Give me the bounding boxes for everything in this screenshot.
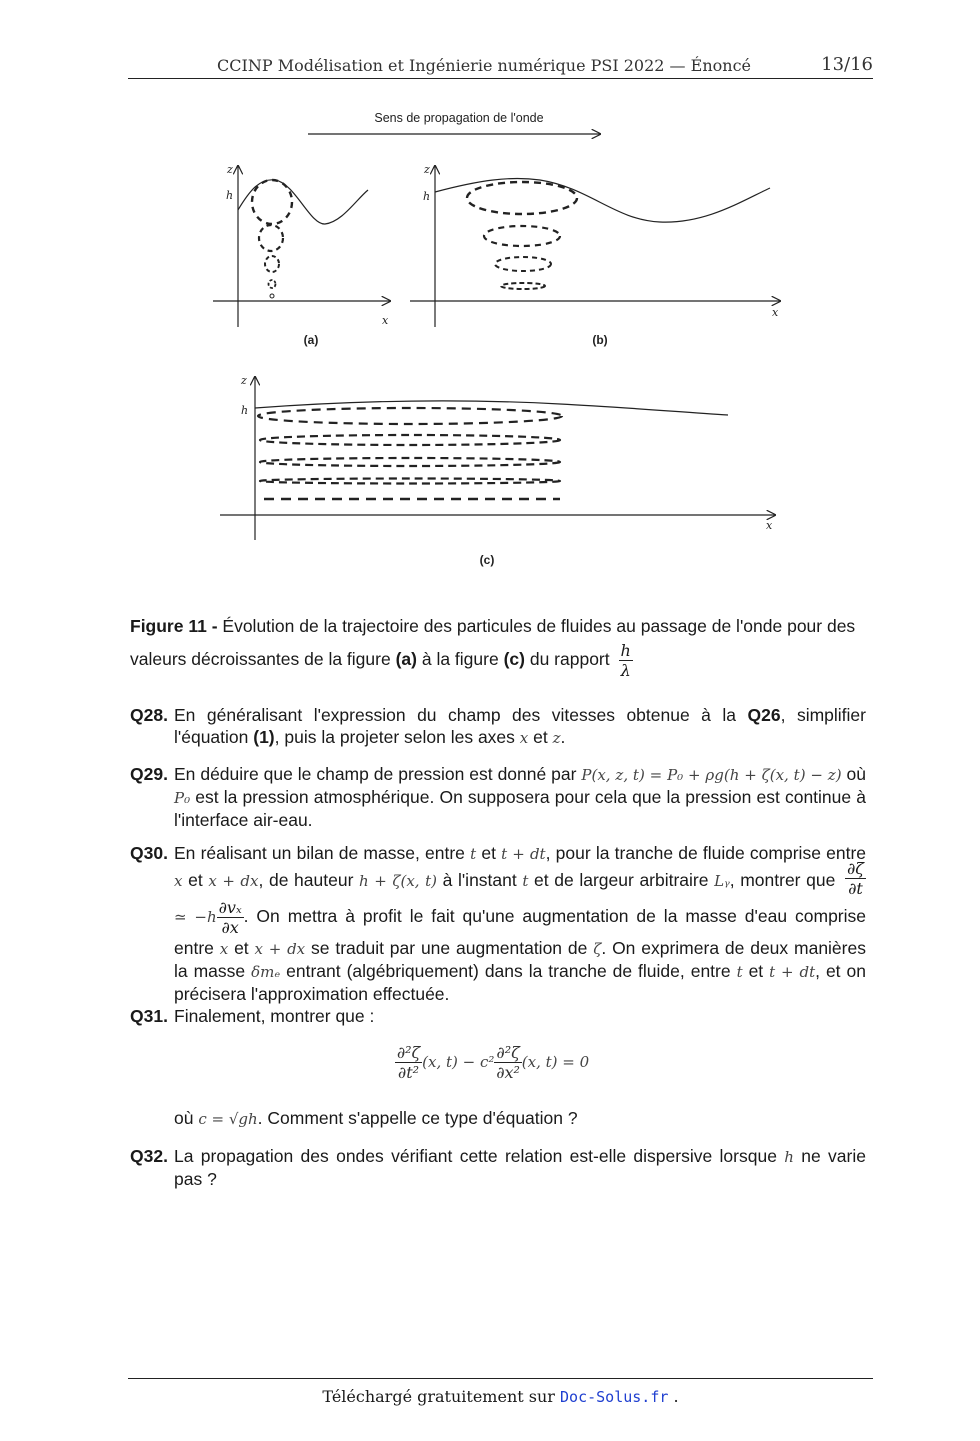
x-label-c: x: [766, 519, 773, 532]
figure-11: [0, 0, 980, 580]
propagation-label: Sens de propagation de l'onde: [374, 111, 544, 125]
x-label-a: x: [382, 314, 389, 327]
caption-label: Figure 11 -: [130, 616, 218, 636]
dvx-dx: $\frac{\text{∂vₓ}}{\partial x}$: [218, 898, 242, 937]
trajectory-c-1: [258, 408, 562, 424]
panel-c: [220, 377, 775, 540]
z-label-c: z: [241, 374, 247, 387]
trajectory-a-4: [269, 280, 276, 288]
x-label-b: x: [772, 306, 779, 319]
figure-caption: Figure 11 - Évolution de la trajectoire des particules de fluides au passage de l'onde pour des valeurs décroissantes de la figure (a) à la figure (c) du rapport $\frac{h}{\lambda}$: [130, 616, 856, 680]
header-title: CCINP Modélisation et Ingénierie numérique PSI 2022 — Énoncé: [217, 56, 751, 75]
question-30: Q30. En réalisant un bilan de masse, entre t et t + dt, pour la tranche de fluide comprise entre x et x + dx, de hauteur h + ζ(x, t) à l'instant t et de largeur arbitraire Lᵧ, montrer que $\frac{\partial\zeta}{\partial t}$ ≃ −h $\frac{\text{∂vₓ}}{\partial x}$ . On mettra à profit le fait qu'une augmentation de la masse d'eau comprise entre x et x + dx se traduit par une augmentation de ζ. On exprimera de deux manières la masse δmₑ entrant (algébriquement) dans la tranche de fluide, entre t et t + dt, et on précisera l'approximation effectuée.: [130, 843, 867, 1004]
trajectory-b-2: [484, 226, 560, 246]
trajectory-b-3: [495, 257, 551, 271]
ratio-fraction: $\frac{h}{\lambda}$: [620, 641, 631, 680]
wave-equation: $\frac{\text{∂²ζ}}{\text{∂t²}}$ (x, t) − c² $\frac{\text{∂²ζ}}{\text{∂x²}}$ (x, t) = 0: [396, 1043, 590, 1082]
wave-b: [435, 179, 770, 223]
panel-b-label: (b): [592, 333, 608, 347]
page-number: 13/16: [821, 54, 873, 75]
question-31-followup: où c = √gh. Comment s'appelle ce type d'équation ?: [174, 1108, 578, 1128]
z-label-b: z: [424, 163, 430, 176]
trajectory-c-3: [260, 458, 560, 466]
panel-a-label: (a): [303, 333, 319, 347]
panel-b: [410, 166, 780, 327]
trajectory-c-2: [260, 435, 560, 445]
doc-solus-link[interactable]: Doc-Solus.fr: [560, 1388, 669, 1406]
page-footer: Téléchargé gratuitement sur Doc-Solus.fr .: [128, 1378, 873, 1406]
z-label-a: z: [227, 163, 233, 176]
trajectory-a-5: [270, 294, 274, 298]
panel-a: [213, 166, 390, 327]
trajectory-a-3: [265, 256, 279, 272]
question-29: Q29. En déduire que le champ de pression est donné par P(x, z, t) = P₀ + ρg(h + ζ(x, t) − z) où P₀ est la pression atmosphérique. On supposera pour cela que la pression est continue à l'interface air-eau.: [130, 764, 866, 830]
trajectory-b-4: [501, 283, 545, 289]
trajectory-a-1: [252, 180, 292, 224]
panel-c-label: (c): [479, 553, 495, 567]
question-32: Q32. La propagation des ondes vérifiant cette relation est-elle dispersive lorsque h ne varie pas ?: [130, 1146, 866, 1189]
trajectory-a-2: [259, 225, 283, 251]
wave-c: [255, 401, 728, 415]
question-28: Q28. En généralisant l'expression du champ des vitesses obtenue à la Q26, simplifier l'équation (1), puis la projeter selon les axes x et z.: [130, 705, 866, 747]
question-31: Q31. Finalement, montrer que :: [130, 1006, 375, 1026]
h-label-c: h: [241, 404, 249, 417]
trajectory-b-1: [467, 182, 577, 214]
dzeta-dt: $\frac{\partial\zeta}{\partial t}$: [846, 859, 864, 898]
h-label-a: h: [226, 189, 234, 202]
h-label-b: h: [423, 190, 431, 203]
trajectory-c-4: [260, 479, 560, 484]
